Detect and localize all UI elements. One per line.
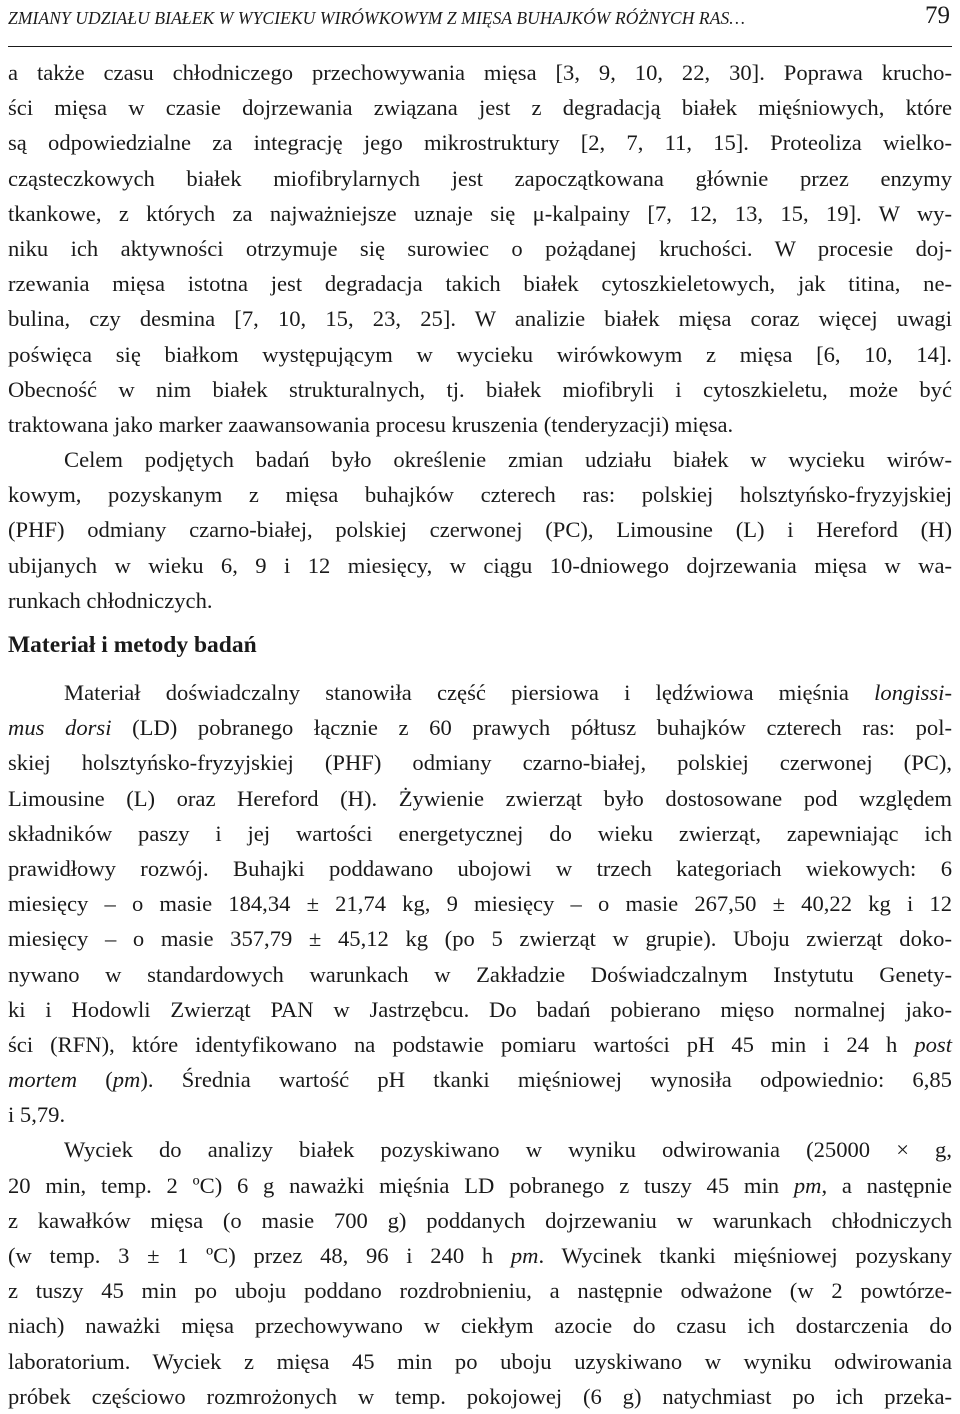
text-span: ). Średnia wartość pH tkanki mięśniowej wynosiła odpowiednio: 6,85	[140, 1067, 952, 1093]
text-line: z kawałków mięsa (o masie 700 g) poddanych dojrzewaniu w warunkach chłodniczych	[8, 1207, 952, 1233]
text-line: laboratorium. Wyciek z mięsa 45 min po uboju uzyskiwano w wyniku odwirowania	[8, 1348, 952, 1374]
text-line	[8, 1168, 952, 1203]
intro-paragraph-2	[8, 442, 952, 618]
text-line: niku ich aktywności otrzymuje się surowiec o pożądanej kruchości. W procesie doj-	[8, 235, 952, 261]
text-span: , a następnie	[821, 1172, 953, 1198]
page-number: 79	[925, 2, 950, 29]
document-page	[8, 0, 953, 1409]
text-line	[8, 1027, 952, 1062]
text-span: ści (RFN), które identyfikowano na podstawie pomiaru wartości pH 45 min i 24 h	[8, 1031, 915, 1057]
text-line	[8, 1238, 952, 1273]
latin-term: pm	[793, 1172, 822, 1198]
latin-term: pm	[510, 1243, 539, 1268]
latin-term: pm	[112, 1067, 141, 1093]
text-line: Obecność w nim białek strukturalnych, tj. białek miofibryli i cytoszkieletu, może być	[8, 376, 952, 402]
text-line: poświęca się białkom występującym w wycieku wirówkowym z mięsa [6, 10, 14].	[8, 341, 952, 367]
text-line: Wyciek do analizy białek pozyskiwano w wyniku odwirowania (25000 × g,	[64, 1137, 952, 1163]
text-line: Celem podjętych badań było określenie zmian udziału białek w wycieku wirów-	[64, 447, 952, 473]
text-line: a także czasu chłodniczego przechowywania mięsa [3, 9, 10, 22, 30]. Poprawa krucho-	[8, 60, 952, 85]
text-line	[8, 710, 952, 745]
text-line: miesięcy – o masie 357,79 ± 45,12 kg (po 5 zwierząt w grupie). Uboju zwierząt doko-	[8, 926, 952, 952]
text-line: i 5,79.	[8, 1102, 66, 1128]
text-span: 20 min, temp. 2 ºC) 6 g naważki mięśnia LD pobranego z tuszy 45 min	[8, 1172, 794, 1198]
intro-section	[8, 55, 952, 618]
text-line: bulina, czy desmina [7, 10, 15, 23, 25]. W analizie białek mięsa coraz więcej uwagi	[8, 306, 952, 332]
running-title: ZMIANY UDZIAŁU BIAŁEK W WYCIEKU WIRÓWKOWYM Z MIĘSA BUHAJKÓW RÓŻNYCH RAS…	[8, 8, 746, 28]
text-line: ści mięsa w czasie dojrzewania związana jest z degradacją białek mięśniowych, które	[8, 95, 952, 121]
text-span: (LD) pobranego łącznie z 60 prawych półtusz buhajków czterech ras: pol-	[111, 715, 952, 741]
text-line: ubijanych w wieku 6, 9 i 12 miesięcy, w ciągu 10-dniowego dojrzewania mięsa w wa-	[8, 552, 952, 578]
running-header	[8, 0, 952, 47]
methods-section	[8, 675, 952, 1414]
intro-paragraph-1	[8, 55, 952, 442]
text-line: runkach chłodniczych.	[8, 587, 213, 613]
text-line: rzewania mięsa istotna jest degradacja takich białek cytoszkieletowych, jak titina, ne-	[8, 271, 952, 297]
text-span: (	[77, 1067, 113, 1093]
text-line: składników paszy i jej wartości energetycznej do wieku zwierząt, zapewniając ich	[8, 820, 952, 846]
text-line: tkankowe, z których za najważniejsze uznaje się μ-kalpainy [7, 12, 13, 15, 19]. W wy-	[8, 200, 952, 226]
text-line: są odpowiedzialne za integrację jego mikrostruktury [2, 7, 11, 15]. Proteoliza wielko-	[8, 130, 952, 156]
text-line: niach) naważki mięsa przechowywano w ciekłym azocie do czasu ich dostarczenia do	[8, 1313, 952, 1339]
latin-term: mortem	[8, 1067, 78, 1093]
latin-term: mus dorsi	[8, 715, 112, 741]
text-span: . Wycinek tkanki mięśniowej pozyskany	[538, 1243, 953, 1268]
text-line: ki i Hodowli Zwierząt PAN w Jastrzębcu. Do badań pobierano mięso normalnej jako-	[8, 996, 952, 1022]
text-line: kowym, pozyskanym z mięsa buhajków czterech ras: polskiej holsztyńsko-fryzyjskiej	[8, 482, 952, 508]
text-line: (PHF) odmiany czarno-białej, polskiej czerwonej (PC), Limousine (L) i Hereford (H)	[8, 517, 952, 543]
methods-paragraph-2	[8, 1132, 952, 1414]
text-line: z tuszy 45 min po uboju poddano rozdrobnieniu, a następnie odważone (w 2 powtórze-	[8, 1278, 952, 1304]
text-line: próbek częściowo rozmrożonych w temp. pokojowej (6 g) natychmiast po ich przeka-	[8, 1383, 952, 1409]
text-line: nywano w standardowych warunkach w Zakładzie Doświadczalnym Instytutu Genety-	[8, 961, 952, 987]
text-line	[8, 1062, 952, 1097]
methods-paragraph-1	[8, 675, 952, 1132]
text-span: (w temp. 3 ± 1 ºC) przez 48, 96 i 240 h	[8, 1243, 511, 1268]
text-line	[8, 675, 952, 710]
text-line: traktowana jako marker zaawansowania procesu kruszenia (tenderyzacji) mięsa.	[8, 411, 734, 437]
text-line: prawidłowy rozwój. Buhajki poddawano ubojowi w trzech kategoriach wiekowych: 6	[8, 855, 952, 881]
text-span: Materiał doświadczalny stanowiła część piersiowa i lędźwiowa mięśnia	[64, 680, 875, 705]
section-heading: Materiał i metody badań	[8, 632, 257, 658]
text-line: miesięcy – o masie 184,34 ± 21,74 kg, 9 miesięcy – o masie 267,50 ± 40,22 kg i 12	[8, 891, 952, 917]
text-line: cząsteczkowych białek miofibrylarnych jest zapoczątkowana głównie przez enzymy	[8, 165, 952, 191]
latin-term: longissi-	[874, 680, 952, 705]
text-line: Limousine (L) oraz Hereford (H). Żywienie zwierząt było dostosowane pod względem	[8, 785, 952, 811]
latin-term: post	[914, 1031, 952, 1057]
text-line: skiej holsztyńsko-fryzyjskiej (PHF) odmiany czarno-białej, polskiej czerwonej (PC),	[8, 750, 952, 776]
